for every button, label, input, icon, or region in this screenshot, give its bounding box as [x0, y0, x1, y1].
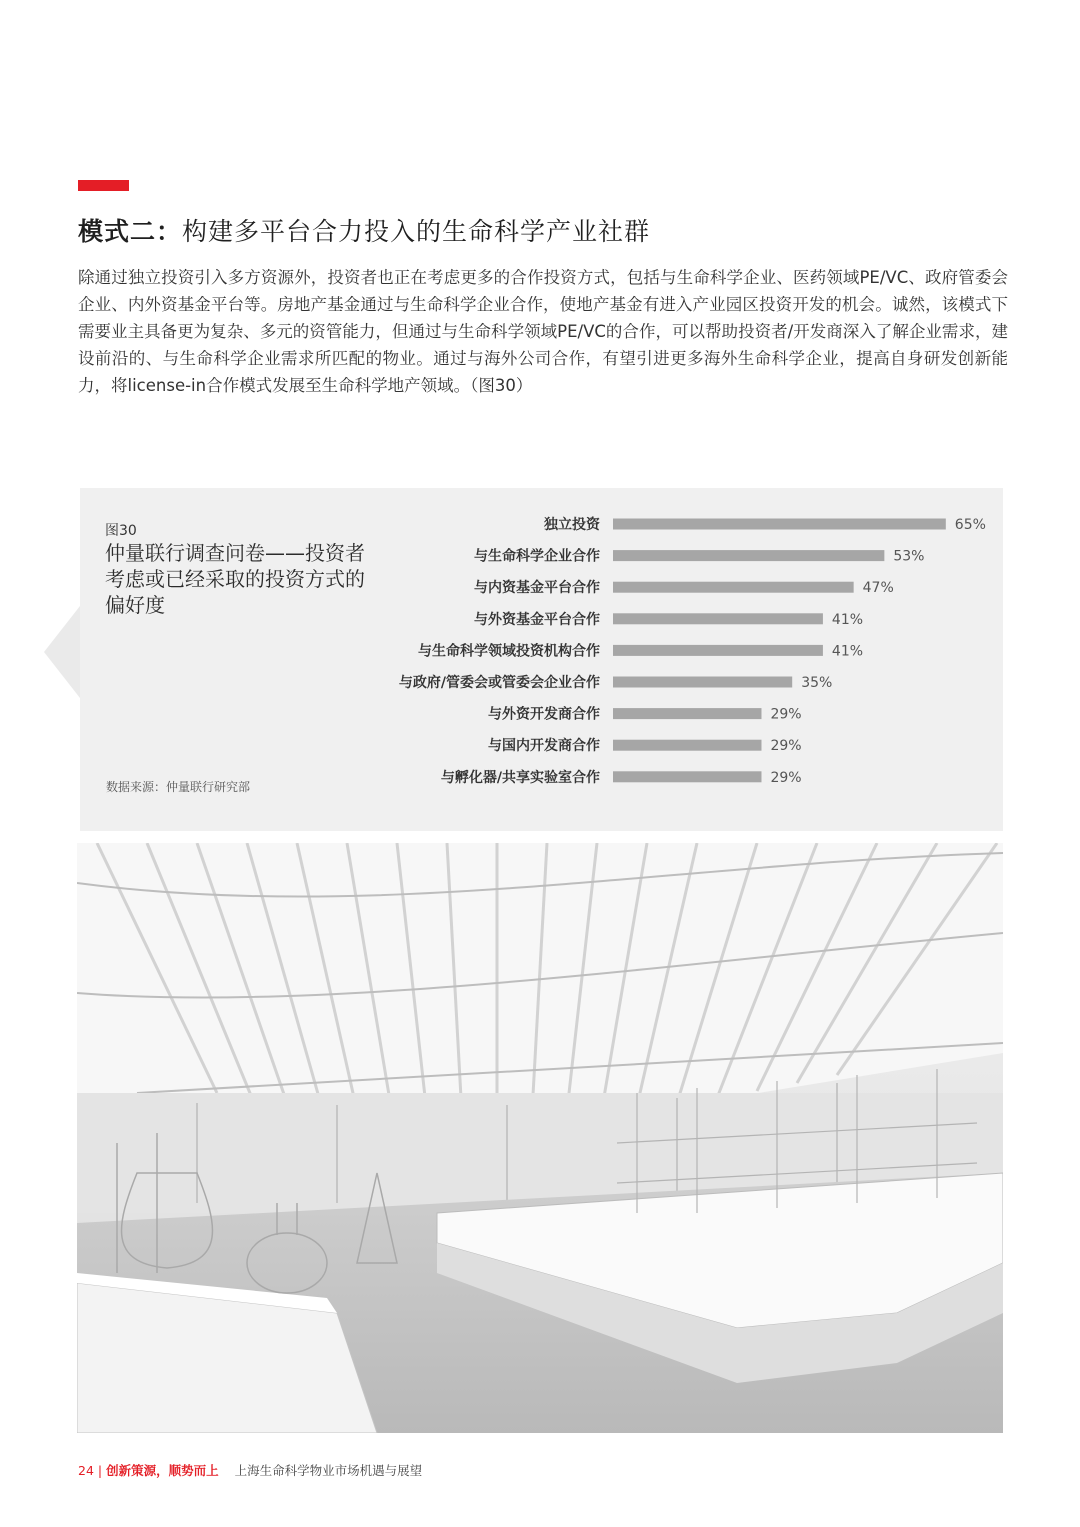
- category-label: 与内资基金平台合作: [474, 580, 600, 597]
- category-label: 与孵化器/共享实验室合作: [440, 769, 600, 786]
- value-label: 41%: [831, 643, 864, 660]
- bar: [613, 519, 946, 530]
- figure-number: 图30: [105, 523, 137, 539]
- value-label: 65%: [954, 517, 986, 533]
- footer-slogan: 创新策源，顺势而上: [106, 1463, 219, 1478]
- bar: [613, 645, 823, 656]
- value-label: 35%: [801, 675, 833, 691]
- bar: [613, 771, 761, 782]
- value-label: 29%: [770, 769, 802, 786]
- value-label: 53%: [893, 548, 925, 565]
- value-label: 41%: [831, 611, 864, 628]
- category-label: 与外资基金平台合作: [474, 611, 600, 628]
- page-footer: [78, 1461, 422, 1479]
- category-label: 与生命科学企业合作: [474, 548, 600, 565]
- bar: [613, 708, 761, 719]
- bar: [613, 613, 823, 624]
- category-label: 与政府/管委会或管委会企业合作: [398, 675, 600, 691]
- figure-title: 仲量联行调查问卷——投资者考虑或已经采取的投资方式的偏好度: [105, 541, 365, 617]
- page-number: 24: [78, 1463, 94, 1478]
- footer-report-title: 上海生命科学物业市场机遇与展望: [234, 1463, 423, 1478]
- bar: [613, 582, 854, 593]
- figure-source: 数据来源：仲量联行研究部: [106, 780, 251, 794]
- bar: [613, 740, 761, 751]
- footer-separator: |: [97, 1463, 103, 1478]
- laboratory-illustration: [77, 843, 1003, 1433]
- category-label: 与国内开发商合作: [488, 738, 600, 755]
- category-label: 与外资开发商合作: [488, 706, 600, 723]
- value-label: 47%: [862, 580, 894, 597]
- laboratory-photo: [77, 843, 1003, 1433]
- category-label: 与生命科学领域投资机构合作: [418, 643, 600, 660]
- bar: [613, 550, 884, 561]
- bar: [613, 677, 792, 688]
- section-heading-prefix: 模式二：: [78, 217, 183, 246]
- value-label: 29%: [770, 706, 802, 723]
- value-label: 29%: [770, 738, 802, 755]
- section-heading-text: 构建多平台合力投入的生命科学产业社群: [182, 217, 651, 246]
- body-paragraph: 除通过独立投资引入多方资源外，投资者也正在考虑更多的合作投资方式，包括与生命科学企业、医药领域PE/VC、政府管委会企业、内外资基金平台等。房地产基金通过与生命科学企业合作，使地产基金有进入产业园区投资开发的机会。诚然，该模式下需要业主具备更为复杂、多元的资管能力，但通过与生命科学领域PE/VC的合作，可以帮助投资者/开发商深入了解企业需求，建设前沿的、与生命科学企业需求所匹配的物业。通过与海外公司合作，有望引进更多海外生命科学企业，提高自身研发创新能力，将license-in合作模式发展至生命科学地产领域。（图30）: [78, 268, 1008, 395]
- category-label: 独立投资: [544, 517, 600, 533]
